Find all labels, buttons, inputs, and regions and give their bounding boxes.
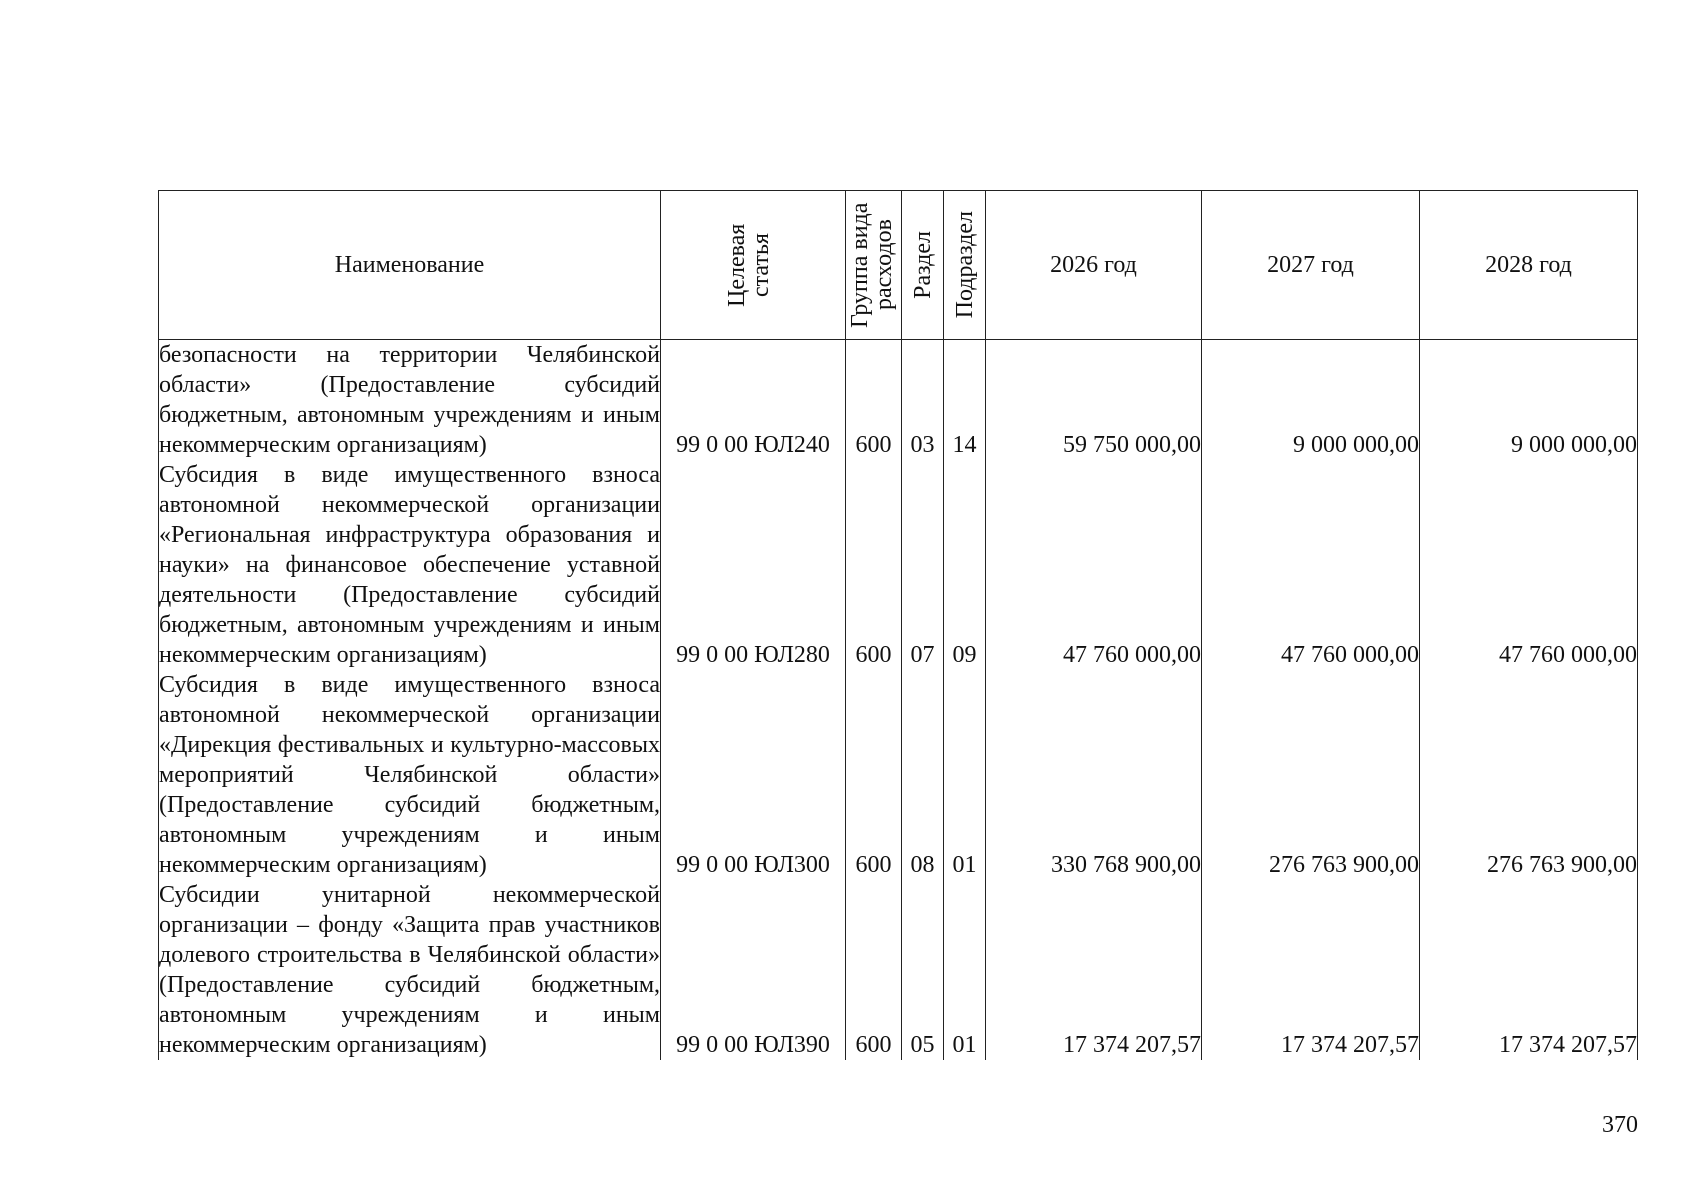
row-section: 05 (902, 880, 944, 1060)
row-target: 99 0 00 ЮЛ300 (661, 670, 846, 880)
row-target: 99 0 00 ЮЛ240 (661, 340, 846, 461)
row-2028: 17 374 207,57 (1420, 880, 1638, 1060)
row-2026: 17 374 207,57 (986, 880, 1202, 1060)
row-2026: 47 760 000,00 (986, 460, 1202, 670)
row-2027: 276 763 900,00 (1202, 670, 1420, 880)
row-target: 99 0 00 ЮЛ280 (661, 460, 846, 670)
row-2026: 59 750 000,00 (986, 340, 1202, 461)
row-2026: 330 768 900,00 (986, 670, 1202, 880)
header-subsection-label: Подраздел (951, 211, 978, 319)
header-section-label: Раздел (909, 231, 936, 299)
row-section: 08 (902, 670, 944, 880)
header-target (661, 191, 846, 340)
row-name: безопасности на территории Челябинской области» (Предоставление субсидий бюджетным, автономным учреждениям и иным некоммерческим организациям) (159, 340, 661, 461)
table-row (159, 460, 1638, 670)
row-name: Субсидии унитарной некоммерческой организации – фонду «Защита прав участников долевого строительства в Челябинской области» (Предоставление субсидий бюджетным, автономным учреждениям и иным некоммерческим организациям) (159, 882, 660, 1058)
row-name: Субсидия в виде имущественного взноса автономной некоммерческой организации «Региональная инфраструктура образования и науки» на финансовое обеспечение уставной деятельности (Предоставление субсидий бюджетным, автономным учреждениям и иным некоммерческим организациям) (159, 462, 660, 668)
row-section: 07 (902, 460, 944, 670)
row-name: Субсидия в виде имущественного взноса автономной некоммерческой организации «Дирекция фестивальных и культурно-массовых мероприятий Челябинской области» (Предоставление субсидий бюджетным, автономным учреждениям и иным некоммерческим организациям) (159, 672, 660, 878)
row-2027: 47 760 000,00 (1202, 460, 1420, 670)
row-group: 600 (846, 670, 902, 880)
row-2028: 47 760 000,00 (1420, 460, 1638, 670)
header-name: Наименование (159, 191, 661, 340)
row-subsection: 01 (944, 880, 986, 1060)
header-2027: 2027 год (1202, 191, 1420, 340)
header-2026: 2026 год (986, 191, 1202, 340)
row-target: 99 0 00 ЮЛ390 (661, 880, 846, 1060)
row-2027: 9 000 000,00 (1202, 340, 1420, 461)
header-target-label: Целевая статья (724, 223, 774, 307)
row-subsection: 14 (944, 340, 986, 461)
row-2028: 9 000 000,00 (1420, 340, 1638, 461)
header-2028: 2028 год (1420, 191, 1638, 340)
row-2027: 17 374 207,57 (1202, 880, 1420, 1060)
row-2028: 276 763 900,00 (1420, 670, 1638, 880)
header-group-label: Группа вида расходов (846, 202, 897, 328)
row-group: 600 (846, 340, 902, 461)
row-subsection: 09 (944, 460, 986, 670)
table-row (159, 670, 1638, 880)
table-header-row (159, 191, 1638, 340)
header-group (846, 191, 902, 340)
budget-table (158, 190, 1638, 1060)
row-section: 03 (902, 340, 944, 461)
row-group: 600 (846, 460, 902, 670)
page-number: 370 (1602, 1112, 1638, 1138)
row-subsection: 01 (944, 670, 986, 880)
header-subsection (944, 191, 986, 340)
table-row (159, 340, 1638, 461)
header-section (902, 191, 944, 340)
row-group: 600 (846, 880, 902, 1060)
table-row (159, 880, 1638, 1060)
